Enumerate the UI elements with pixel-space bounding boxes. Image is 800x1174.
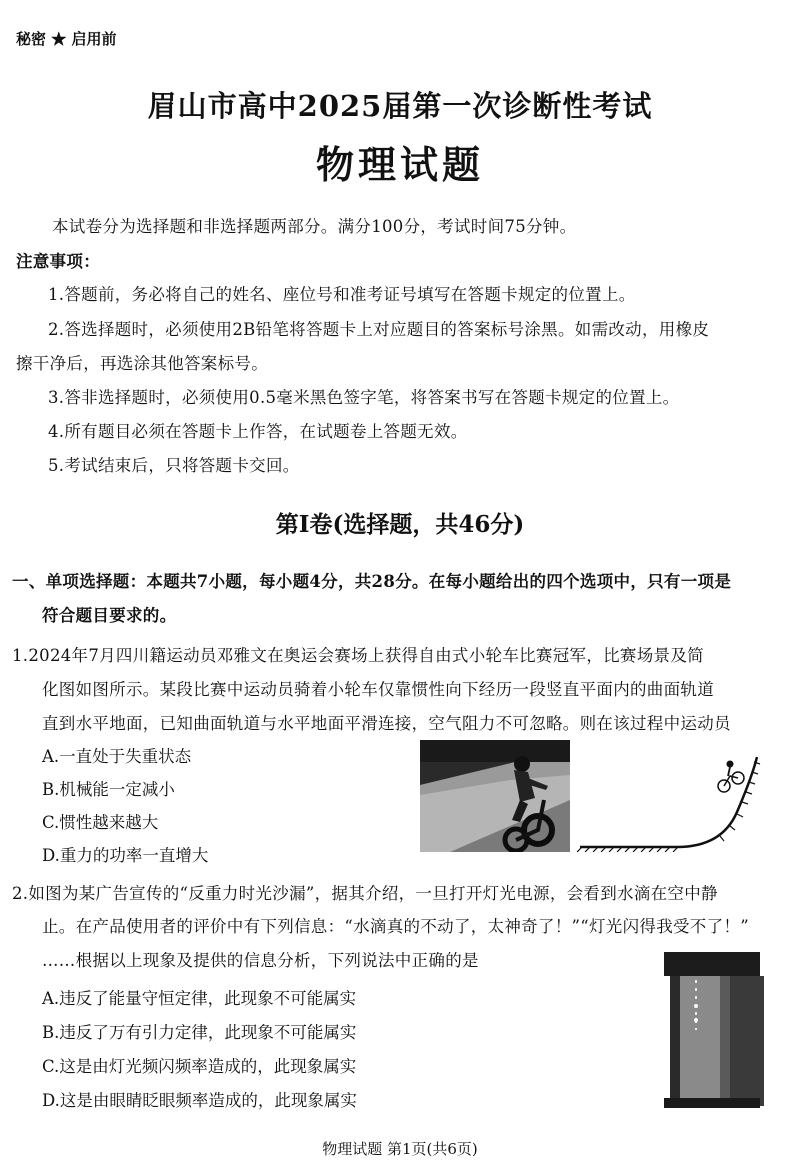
notice-item-continued: 擦干净后，再选涂其他答案标号。 [16,354,268,373]
page-footer: 物理试题 第1页(共6页) [322,1140,478,1158]
q2-option-a: A.违反了能量守恒定律，此现象不可能属实 [42,989,357,1008]
q2-option-b: B.违反了万有引力定律，此现象不可能属实 [42,1023,357,1042]
exam-title: 眉山市高中2025届第一次诊断性考试 [147,89,653,123]
q1-stem: 1.2024年7月四川籍运动员邓雅文在奥运会赛场上获得自由式小轮车比赛冠军，比赛场景及简 [12,646,704,665]
q1-option-c: C.惯性越来越大 [42,813,159,832]
intro-text: 本试卷分为选择题和非选择题两部分。满分100分，考试时间75分钟。 [52,217,577,236]
part-heading-continued: 符合题目要求的。 [42,606,177,625]
secret-label: 秘密 ★ 启用前 [16,30,117,48]
q1-option-a: A.一直处于失重状态 [42,747,192,766]
q2-stem: ……根据以上现象及提供的信息分析，下列说法中正确的是 [42,951,479,970]
q1-stem: 直到水平地面，已知曲面轨道与水平地面平滑连接，空气阻力不可忽略。则在该过程中运动员 [42,714,731,733]
q2-stem: 2.如图为某广告宣传的“反重力时光沙漏”，据其介绍，一旦打开灯光电源，会看到水滴在空中静 [12,884,718,903]
bmx-photo [420,740,570,852]
notice-item: 1.答题前，务必将自己的姓名、座位号和准考证号填写在答题卡规定的位置上。 [48,285,636,304]
notice-item: 3.答非选择题时，必须使用0.5毫米黑色签字笔，将答案书写在答题卡规定的位置上。 [48,388,680,407]
q1-option-d: D.重力的功率一直增大 [42,846,209,865]
q2-stem: 止。在产品使用者的评价中有下列信息：“水滴真的不动了，太神奇了！”“灯光闪得我受不了！” [42,917,749,936]
notice-item: 5.考试结束后，只将答题卡交回。 [48,456,300,475]
notice-heading: 注意事项： [16,252,100,271]
hourglass-photo [660,950,764,1110]
q1-option-b: B.机械能一定减小 [42,780,175,799]
part-heading: 一、单项选择题：本题共7小题，每小题4分，共28分。在每小题给出的四个选项中，只有一项是 [12,572,732,591]
notice-item: 4.所有题目必须在答题卡上作答，在试题卷上答题无效。 [48,422,468,441]
q2-option-c: C.这是由灯光频闪频率造成的，此现象属实 [42,1057,357,1076]
q1-stem: 化图如图所示。某段比赛中运动员骑着小轮车仅靠惯性向下经历一段竖直平面内的曲面轨道 [42,680,714,699]
subject-title: 物理试题 [315,142,484,187]
section-title: 第Ⅰ卷(选择题，共46分) [275,511,525,538]
track-diagram [572,752,772,852]
q2-option-d: D.这是由眼睛眨眼频率造成的，此现象属实 [42,1091,357,1110]
notice-item: 2.答选择题时，必须使用2B铅笔将答题卡上对应题目的答案标号涂黑。如需改动，用橡皮 [48,320,710,339]
